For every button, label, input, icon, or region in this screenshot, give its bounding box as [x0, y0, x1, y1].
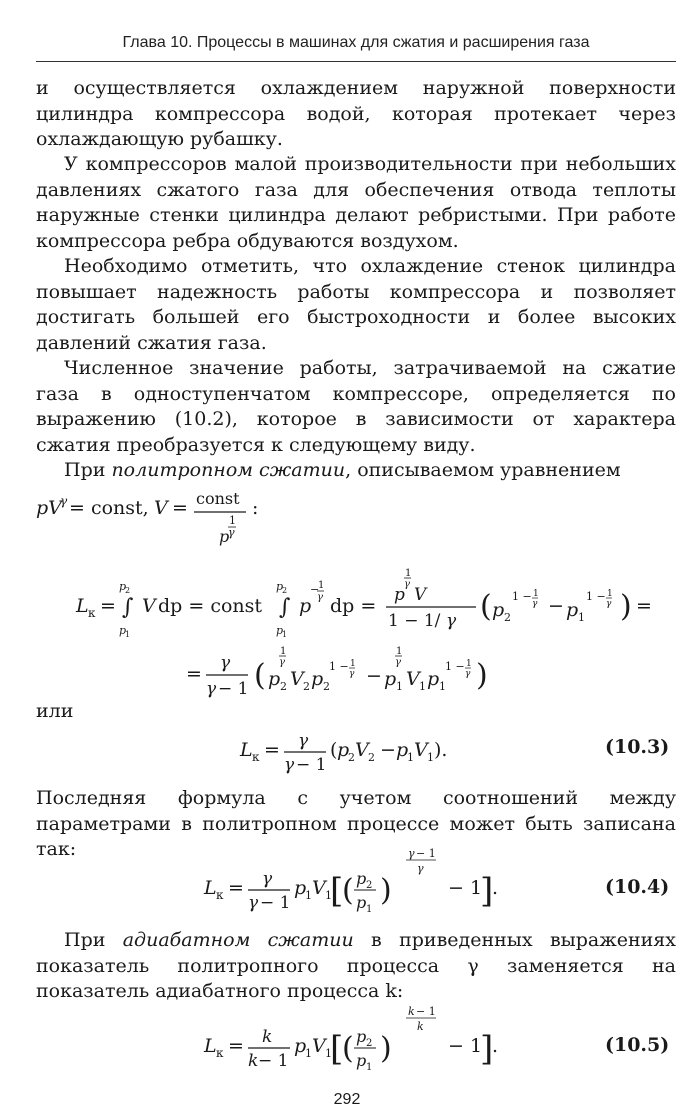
svg-text:(: (	[330, 739, 338, 761]
svg-text:∫: ∫	[122, 595, 134, 620]
svg-text:p: p	[356, 1051, 367, 1070]
or-word: или	[36, 700, 74, 722]
svg-text:p: p	[294, 1035, 307, 1057]
svg-text:γ: γ	[446, 611, 457, 631]
svg-text:2: 2	[366, 880, 373, 891]
svg-text:γ: γ	[404, 579, 410, 590]
svg-text:p: p	[356, 893, 367, 912]
svg-text:.: .	[492, 1035, 499, 1057]
svg-text:1 −: 1 −	[329, 660, 349, 673]
svg-text:p: p	[356, 1027, 367, 1046]
paragraph-1: и осуществляется охлаждением наружной поверхности цилиндра компрессора водой, которая протекает через охлаждающую рубашку.	[36, 77, 676, 150]
svg-text:γ: γ	[220, 653, 231, 673]
paragraph-7-emphasis: адиабатном сжатии	[122, 929, 354, 951]
svg-text:1: 1	[366, 1062, 373, 1073]
svg-text:− 1: − 1	[258, 1051, 289, 1071]
svg-text:= const,: = const,	[69, 497, 149, 519]
svg-text:1: 1	[350, 659, 356, 669]
svg-text:]: ]	[480, 871, 494, 911]
svg-text:γ: γ	[206, 679, 217, 699]
equation-10-3	[36, 724, 496, 780]
svg-text:2: 2	[280, 680, 287, 693]
svg-text:к: к	[252, 750, 260, 764]
svg-text:1: 1	[366, 904, 373, 915]
svg-text:1: 1	[405, 568, 412, 579]
equation-work-integral	[36, 560, 676, 640]
svg-text:1: 1	[439, 680, 446, 693]
svg-text:1: 1	[607, 589, 613, 599]
svg-text:− 1: − 1	[448, 877, 483, 899]
svg-text::: :	[252, 497, 259, 519]
svg-text:1 −: 1 −	[512, 590, 532, 603]
svg-text:L: L	[76, 595, 89, 617]
equation-10-4	[36, 844, 516, 924]
svg-text:p: p	[566, 599, 579, 621]
svg-text:=: =	[636, 595, 652, 617]
svg-text:1: 1	[407, 751, 414, 764]
svg-text:1: 1	[466, 659, 472, 669]
svg-text:1: 1	[229, 514, 236, 527]
svg-text:γ: γ	[417, 862, 424, 875]
paragraph-7	[36, 928, 676, 1005]
svg-text:p: p	[427, 668, 440, 690]
svg-text:p: p	[337, 739, 350, 761]
svg-text:γ: γ	[465, 669, 471, 679]
paragraph-5-lead: При	[64, 459, 112, 481]
svg-text:γ: γ	[284, 755, 295, 775]
svg-text:1: 1	[533, 589, 539, 599]
svg-text:V: V	[312, 877, 326, 899]
svg-text:1 −: 1 −	[586, 590, 606, 603]
svg-text:1: 1	[325, 1047, 332, 1060]
svg-text:p: p	[384, 668, 397, 690]
equation-work-expanded	[36, 640, 676, 702]
svg-text:1: 1	[325, 889, 332, 902]
svg-text:p: p	[119, 580, 127, 593]
svg-text:p: p	[294, 877, 307, 899]
svg-text:1: 1	[305, 889, 312, 902]
svg-text:): )	[380, 1031, 392, 1066]
svg-text:−: −	[366, 665, 382, 687]
svg-text:.: .	[492, 877, 499, 899]
svg-text:−: −	[310, 583, 320, 596]
svg-text:[: [	[330, 871, 344, 911]
svg-text:− 1: − 1	[416, 847, 436, 860]
equation-number-10-5: (10.5)	[605, 1034, 670, 1056]
svg-text:− 1: − 1	[218, 679, 249, 699]
svg-text:(: (	[342, 1031, 354, 1066]
svg-text:1: 1	[282, 630, 288, 639]
svg-text:1 − 1/: 1 − 1/	[388, 611, 441, 631]
svg-text:=: =	[264, 739, 280, 761]
svg-text:p: p	[276, 580, 284, 593]
svg-text:− 1: − 1	[296, 755, 327, 775]
svg-text:=: =	[228, 877, 244, 899]
svg-text:1: 1	[280, 646, 287, 657]
equation-polytrope	[36, 484, 296, 554]
svg-text:1: 1	[396, 646, 403, 657]
svg-text:dp = const: dp = const	[158, 595, 263, 617]
svg-text:1: 1	[125, 630, 131, 639]
paragraph-2: У компрессоров малой производительности при небольших давлениях сжатого газа для обеспечения отвода теплоты наружные стенки цилиндра делают ребристыми. При работе компрессора ребра обдуваются воздухом.	[36, 153, 676, 252]
svg-text:2: 2	[303, 680, 310, 693]
svg-text:V: V	[414, 585, 427, 605]
equation-number-10-3: (10.3)	[605, 736, 670, 758]
svg-text:p: p	[396, 739, 409, 761]
svg-text:V: V	[312, 1035, 326, 1057]
equation-number-10-4: (10.4)	[605, 876, 670, 898]
svg-text:V: V	[355, 739, 369, 761]
svg-text:2: 2	[282, 586, 288, 595]
paragraph-3: Необходимо отметить, что охлаждение стенок цилиндра повышает надежность работы компрессора и позволяет достигать большей его быстроходности и более высоких давлений сжатия газа.	[36, 255, 676, 354]
svg-text:=: =	[186, 663, 202, 685]
running-header: Глава 10. Процессы в машинах для сжатия и расширения газа	[122, 34, 590, 51]
svg-text:−: −	[548, 595, 564, 617]
svg-text:=: =	[228, 1035, 244, 1057]
svg-text:p: p	[356, 869, 367, 888]
svg-text:γ: γ	[606, 599, 612, 609]
svg-text:V: V	[154, 497, 168, 519]
svg-text:p: p	[299, 595, 312, 617]
svg-text:k: k	[262, 1027, 273, 1047]
svg-text:2: 2	[366, 1038, 373, 1049]
svg-text:k: k	[248, 1051, 259, 1071]
svg-text:p: p	[276, 624, 284, 637]
paragraph-5-emphasis: политропном сжатии	[111, 459, 346, 481]
svg-text:L: L	[204, 1035, 217, 1057]
svg-text:k: k	[417, 1020, 424, 1033]
svg-text:1: 1	[427, 751, 434, 764]
svg-text:L: L	[204, 877, 217, 899]
svg-text:γ: γ	[262, 869, 273, 889]
svg-text:(: (	[480, 589, 492, 624]
svg-text:): )	[476, 658, 488, 693]
header-rule	[36, 61, 676, 62]
svg-text:const: const	[196, 489, 240, 508]
svg-text:): )	[380, 873, 392, 908]
svg-text:2: 2	[323, 680, 330, 693]
svg-text:γ: γ	[408, 847, 415, 860]
svg-text:1: 1	[305, 1047, 312, 1060]
svg-text:∫: ∫	[279, 595, 291, 620]
paragraph-6: Последняя формула с учетом соотношений между параметрами в политропном процессе может быть записана так:	[36, 787, 676, 860]
svg-text:2: 2	[348, 751, 355, 764]
svg-text:γ: γ	[228, 526, 235, 539]
svg-text:γ: γ	[60, 494, 68, 508]
svg-text:p: p	[119, 624, 127, 637]
svg-text:γ: γ	[248, 893, 259, 913]
paragraph-7-tail: в приведенных выражениях показатель политропного процесса γ заменяется на показатель адиабатного процесса k:	[36, 929, 677, 1002]
svg-text:γ: γ	[317, 592, 323, 603]
svg-text:2: 2	[504, 611, 511, 624]
svg-text:V: V	[142, 595, 156, 617]
svg-text:L: L	[240, 739, 253, 761]
svg-text:1 −: 1 −	[445, 660, 465, 673]
svg-text:−: −	[380, 739, 396, 761]
svg-text:1: 1	[578, 611, 585, 624]
svg-text:]: ]	[480, 1029, 494, 1069]
svg-text:).: ).	[434, 739, 448, 761]
svg-text:к: к	[88, 606, 96, 620]
svg-text:γ: γ	[349, 669, 355, 679]
equation-10-5	[36, 1002, 516, 1082]
svg-text:p: p	[311, 668, 324, 690]
paragraph-5	[36, 458, 676, 484]
svg-text:V: V	[414, 739, 428, 761]
svg-text:V: V	[406, 668, 420, 690]
svg-text:1: 1	[318, 580, 325, 591]
svg-text:− 1: − 1	[260, 893, 291, 913]
svg-text:1: 1	[419, 680, 426, 693]
paragraph-4: Численное значение работы, затрачиваемой на сжатие газа в одноступенчатом компрессоре, определяется по выражению (10.2), которое в зависимости от характера сжатия преобразуется к следующему виду.	[36, 357, 676, 456]
svg-text:p: p	[268, 668, 281, 690]
svg-text:p: p	[492, 599, 505, 621]
svg-text:к: к	[216, 1046, 224, 1060]
svg-text:(: (	[342, 873, 354, 908]
svg-text:1: 1	[396, 680, 403, 693]
svg-text:): )	[620, 589, 632, 624]
paragraph-5-tail: , описываемом уравнением	[345, 459, 621, 481]
svg-text:pV: pV	[36, 497, 62, 519]
svg-text:− 1: − 1	[448, 1035, 483, 1057]
svg-text:p: p	[394, 585, 405, 605]
svg-text:p: p	[219, 527, 230, 546]
svg-text:k: k	[408, 1005, 415, 1018]
svg-text:γ: γ	[298, 731, 309, 751]
svg-text:=: =	[100, 595, 116, 617]
svg-text:dp =: dp =	[330, 595, 377, 617]
svg-text:к: к	[216, 888, 224, 902]
svg-text:=: =	[172, 497, 188, 519]
page-number: 292	[333, 1091, 361, 1108]
svg-text:γ: γ	[279, 657, 285, 668]
svg-text:2: 2	[125, 586, 131, 595]
svg-text:2: 2	[368, 751, 375, 764]
svg-text:γ: γ	[532, 599, 538, 609]
svg-text:V: V	[290, 668, 304, 690]
paragraph-7-lead: При	[64, 929, 123, 951]
svg-text:− 1: − 1	[416, 1005, 436, 1018]
svg-text:[: [	[330, 1029, 344, 1069]
svg-text:(: (	[254, 658, 266, 693]
svg-text:γ: γ	[395, 657, 401, 668]
